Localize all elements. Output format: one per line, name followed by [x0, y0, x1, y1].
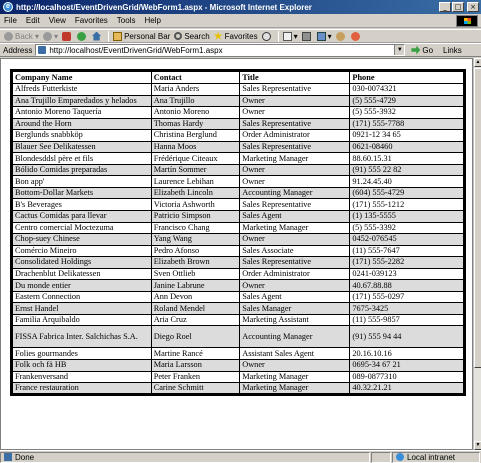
page-icon — [38, 46, 46, 54]
table-row — [12, 118, 465, 130]
table-row — [12, 130, 465, 142]
customers-grid — [10, 69, 466, 396]
cell-contact: Maria Larsson — [151, 360, 240, 372]
zone-text: Local intranet — [407, 452, 456, 462]
cell-title: Sales Representative — [240, 84, 350, 96]
cell-title: Sales Representative — [240, 257, 350, 269]
cell-contact: Sven Ottlieb — [151, 268, 240, 280]
header-contact: Contact — [151, 71, 240, 84]
grid-header-row — [12, 71, 465, 84]
cell-contact: Ann Devon — [151, 291, 240, 303]
toolbar-separator — [278, 31, 279, 42]
cell-title: Sales Representative — [240, 141, 350, 153]
address-input[interactable] — [49, 46, 389, 55]
cell-contact: Ana Trujillo — [151, 95, 240, 107]
cell-contact: Roland Mendel — [151, 303, 240, 315]
cell-title: Marketing Assistant — [240, 314, 350, 326]
cell-title: Sales Manager — [240, 303, 350, 315]
address-field[interactable] — [35, 44, 405, 56]
table-row — [12, 348, 465, 360]
cell-phone: 0695-34 67 21 — [350, 360, 465, 372]
forward-button[interactable]: ▾ — [43, 32, 58, 41]
cell-title: Owner — [240, 164, 350, 176]
table-row — [12, 268, 465, 280]
cell-title: Owner — [240, 234, 350, 246]
print-icon — [302, 32, 311, 41]
cell-contact: Peter Franken — [151, 371, 240, 383]
cell-phone: 40.67.88.88 — [350, 280, 465, 292]
table-row — [12, 371, 465, 383]
menu-help[interactable]: Help — [144, 16, 161, 25]
table-row — [12, 314, 465, 326]
personal-bar-button[interactable]: Personal Bar — [113, 32, 170, 41]
cell-company: Ana Trujillo Emparedados y helados — [12, 95, 152, 107]
cell-phone: 88.60.15.31 — [350, 153, 465, 165]
cell-company: Berglunds snabbköp — [12, 130, 152, 142]
cell-title: Sales Agent — [240, 291, 350, 303]
cell-title: Marketing Manager — [240, 222, 350, 234]
cell-contact: Aria Cruz — [151, 314, 240, 326]
toolbar-separator — [108, 31, 109, 42]
cell-contact: Martín Sommer — [151, 164, 240, 176]
cell-company: Around the Horn — [12, 118, 152, 130]
cell-company: France restauration — [12, 383, 152, 395]
table-row — [12, 245, 465, 257]
messenger-button[interactable] — [351, 32, 362, 41]
cell-contact: Pedro Afonso — [151, 245, 240, 257]
edit-icon — [317, 32, 326, 41]
cell-contact: Laurence Lebihan — [151, 176, 240, 188]
menu-tools[interactable]: Tools — [116, 16, 136, 25]
cell-title: Owner — [240, 176, 350, 188]
cell-company: Antonio Moreno Taquería — [12, 107, 152, 119]
cell-title: Owner — [240, 95, 350, 107]
cell-company: Familia Arquibaldo — [12, 314, 152, 326]
cell-company: Comércio Mineiro — [12, 245, 152, 257]
cell-phone: (5) 555-3392 — [350, 222, 465, 234]
status-progress-panel — [371, 452, 391, 463]
cell-title: Assistant Sales Agent — [240, 348, 350, 360]
cell-company: Ernst Handel — [12, 303, 152, 315]
close-button[interactable]: × — [467, 2, 479, 12]
cell-contact: Janine Labrune — [151, 280, 240, 292]
discuss-icon — [336, 32, 345, 41]
page-done-icon — [4, 453, 12, 461]
cell-phone: 91.24.45.40 — [350, 176, 465, 188]
table-row — [12, 164, 465, 176]
cell-title: Order Administrator — [240, 268, 350, 280]
cell-company: Folies gourmandes — [12, 348, 152, 360]
cell-phone: 0452-076545 — [350, 234, 465, 246]
print-button[interactable] — [302, 32, 313, 41]
cell-company: Bon app' — [12, 176, 152, 188]
home-button[interactable] — [92, 32, 103, 41]
vertical-scrollbar[interactable] — [473, 58, 481, 450]
scroll-down-icon[interactable]: ▼ — [475, 442, 481, 448]
stop-button[interactable] — [62, 32, 73, 41]
header-title: Title — [240, 71, 350, 84]
refresh-icon — [77, 32, 86, 41]
forward-arrow-icon — [43, 32, 52, 41]
cell-phone: (171) 555-0297 — [350, 291, 465, 303]
table-row — [12, 303, 465, 315]
title-bar — [0, 0, 481, 14]
minimize-button[interactable]: _ — [439, 2, 451, 12]
cell-phone: 20.16.10.16 — [350, 348, 465, 360]
cell-phone: (11) 555-9857 — [350, 314, 465, 326]
go-arrow-icon — [411, 46, 420, 55]
cell-company: Blondesddsl père et fils — [12, 153, 152, 165]
cell-company: Bólido Comidas preparadas — [12, 164, 152, 176]
refresh-button[interactable] — [77, 32, 88, 41]
cell-phone: 7675-3425 — [350, 303, 465, 315]
go-button[interactable]: Go — [411, 46, 433, 55]
cell-phone: (5) 555-4729 — [350, 95, 465, 107]
status-text: Done — [15, 452, 35, 462]
cell-title: Marketing Manager — [240, 153, 350, 165]
cell-phone: 030-0074321 — [350, 84, 465, 96]
table-row — [12, 176, 465, 188]
cell-title: Owner — [240, 360, 350, 372]
cell-company: Du monde entier — [12, 280, 152, 292]
header-company-name: Company Name — [12, 71, 152, 84]
cell-title: Sales Associate — [240, 245, 350, 257]
address-label: Address — [3, 45, 33, 55]
edit-button[interactable]: ▾ — [317, 32, 332, 41]
table-row — [12, 141, 465, 153]
cell-contact: Carine Schmitt — [151, 383, 240, 395]
cell-title: Marketing Manager — [240, 383, 350, 395]
table-row — [12, 257, 465, 269]
table-row — [12, 280, 465, 292]
cell-company: Cactus Comidas para llevar — [12, 211, 152, 223]
cell-company: Eastern Connection — [12, 291, 152, 303]
table-row — [12, 199, 465, 211]
cell-company: Blauer See Delikatessen — [12, 141, 152, 153]
ie-logo-icon: e — [3, 2, 13, 12]
table-row — [12, 383, 465, 395]
table-row — [12, 222, 465, 234]
cell-company: FISSA Fabrica Inter. Salchichas S.A. — [12, 326, 152, 348]
cell-phone: (604) 555-4729 — [350, 187, 465, 199]
cell-contact: Christina Berglund — [151, 130, 240, 142]
address-dropdown-icon[interactable]: ▼ — [394, 45, 404, 55]
cell-phone: 40.32.21.21 — [350, 383, 465, 395]
menu-file[interactable]: File — [4, 16, 17, 25]
menu-bar — [0, 14, 481, 28]
cell-title: Owner — [240, 107, 350, 119]
window-controls — [439, 2, 479, 12]
menu-edit[interactable]: Edit — [25, 16, 40, 25]
messenger-icon — [351, 32, 360, 41]
cell-phone: (5) 555-3932 — [350, 107, 465, 119]
cell-phone: 089-0877310 — [350, 371, 465, 383]
scroll-up-icon[interactable]: ▲ — [475, 59, 481, 65]
cell-phone: 0621-08460 — [350, 141, 465, 153]
intranet-zone-icon — [396, 453, 404, 461]
cell-contact: Antonio Moreno — [151, 107, 240, 119]
links-button[interactable]: Links — [443, 45, 462, 55]
status-bar — [0, 450, 481, 463]
cell-contact: Martine Rancé — [151, 348, 240, 360]
cell-contact: Patricio Simpson — [151, 211, 240, 223]
windows-logo-icon — [456, 15, 478, 27]
table-row — [12, 360, 465, 372]
back-button[interactable]: Back ▾ — [4, 32, 39, 41]
history-button[interactable] — [262, 32, 273, 41]
back-arrow-icon — [4, 32, 13, 41]
cell-contact: Hanna Moos — [151, 141, 240, 153]
cell-company: Consolidated Holdings — [12, 257, 152, 269]
favorites-star-icon — [214, 32, 223, 41]
scroll-thumb[interactable] — [474, 68, 481, 368]
favorites-button[interactable]: Favorites — [214, 32, 258, 41]
cell-contact: Elizabeth Lincoln — [151, 187, 240, 199]
table-row — [12, 211, 465, 223]
table-row — [12, 187, 465, 199]
cell-title: Accounting Manager — [240, 326, 350, 348]
window-title: http://localhost/EventDrivenGrid/WebForm1.aspx - Microsoft Internet Explorer — [16, 2, 312, 12]
cell-phone: (91) 555 22 82 — [350, 164, 465, 176]
maximize-button[interactable]: □ — [452, 2, 464, 12]
mail-button[interactable]: ▾ — [283, 32, 298, 41]
address-bar — [0, 43, 481, 57]
menu-favorites[interactable]: Favorites — [74, 16, 108, 25]
cell-phone: (1) 135-5555 — [350, 211, 465, 223]
cell-company: B's Beverages — [12, 199, 152, 211]
cell-contact: Francisco Chang — [151, 222, 240, 234]
table-row — [12, 84, 465, 96]
status-text-panel — [0, 452, 370, 463]
table-row — [12, 326, 465, 348]
cell-phone: (171) 555-7788 — [350, 118, 465, 130]
cell-company: Frankenversand — [12, 371, 152, 383]
table-row — [12, 234, 465, 246]
menu-view[interactable]: View — [48, 16, 66, 25]
cell-company: Folk och fä HB — [12, 360, 152, 372]
discuss-button[interactable] — [336, 32, 347, 41]
cell-title: Sales Agent — [240, 211, 350, 223]
grid-body — [12, 84, 465, 395]
standard-toolbar — [0, 29, 481, 43]
search-button[interactable]: Search — [174, 32, 209, 41]
mail-icon — [283, 32, 292, 41]
security-zone — [392, 452, 480, 463]
cell-contact: Diego Roel — [151, 326, 240, 348]
table-row — [12, 291, 465, 303]
table-row — [12, 107, 465, 119]
cell-title: Owner — [240, 280, 350, 292]
cell-phone: (91) 555 94 44 — [350, 326, 465, 348]
cell-phone: (171) 555-1212 — [350, 199, 465, 211]
cell-contact: Yang Wang — [151, 234, 240, 246]
table-row — [12, 153, 465, 165]
cell-contact: Maria Anders — [151, 84, 240, 96]
cell-contact: Elizabeth Brown — [151, 257, 240, 269]
cell-company: Bottom-Dollar Markets — [12, 187, 152, 199]
cell-contact: Thomas Hardy — [151, 118, 240, 130]
cell-company: Drachenblut Delikatessen — [12, 268, 152, 280]
cell-phone: (171) 555-2282 — [350, 257, 465, 269]
cell-company: Centro comercial Moctezuma — [12, 222, 152, 234]
header-phone: Phone — [350, 71, 465, 84]
table-row — [12, 95, 465, 107]
cell-title: Sales Representative — [240, 199, 350, 211]
cell-company: Alfreds Futterkiste — [12, 84, 152, 96]
home-icon — [92, 32, 101, 41]
cell-company: Chop-suey Chinese — [12, 234, 152, 246]
cell-contact: Victoria Ashworth — [151, 199, 240, 211]
cell-phone: 0241-039123 — [350, 268, 465, 280]
cell-title: Order Administrator — [240, 130, 350, 142]
cell-contact: Frédérique Citeaux — [151, 153, 240, 165]
cell-phone: 0921-12 34 65 — [350, 130, 465, 142]
cell-title: Accounting Manager — [240, 187, 350, 199]
history-icon — [262, 32, 271, 41]
cell-title: Sales Representative — [240, 118, 350, 130]
search-icon — [174, 32, 182, 40]
cell-phone: (11) 555-7647 — [350, 245, 465, 257]
cell-title: Marketing Manager — [240, 371, 350, 383]
page-viewport — [0, 58, 473, 450]
stop-icon — [62, 32, 71, 41]
personal-bar-icon — [113, 32, 122, 41]
